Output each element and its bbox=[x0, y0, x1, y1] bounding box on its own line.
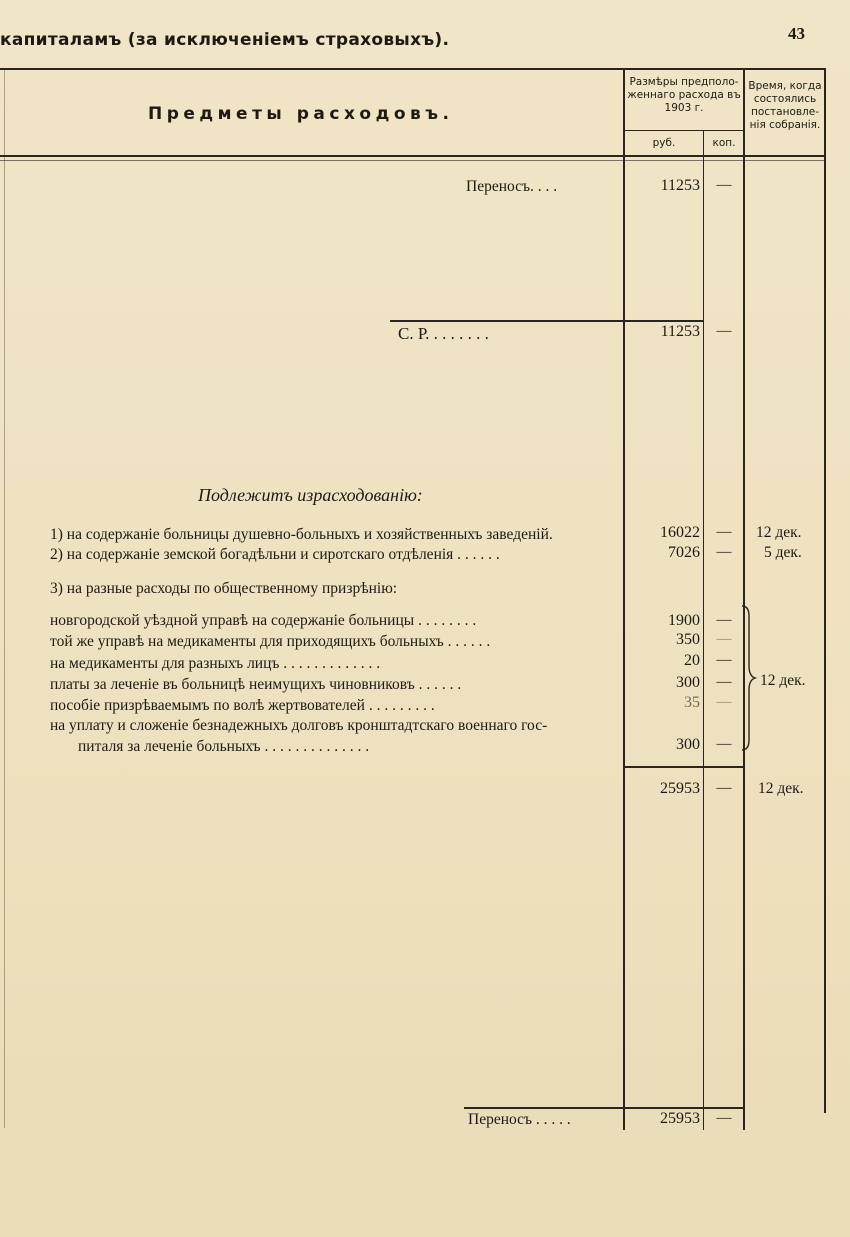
subitem-1-kop: — bbox=[716, 612, 732, 628]
sr-kop: — bbox=[716, 323, 732, 339]
item-2-kop: — bbox=[716, 544, 732, 560]
item-3-title: 3) на разные расходы по общественному призрѣнію: bbox=[50, 580, 398, 597]
sr-label: С. Р. . . . . . . . bbox=[398, 324, 489, 343]
running-head: капиталамъ (за исключеніемъ страховыхъ). bbox=[0, 30, 450, 50]
subitem-5-kop: — bbox=[716, 694, 732, 710]
subitem-3-rub: 20 bbox=[684, 652, 700, 669]
item-2-text: 2) на содержаніе земской богадѣльни и сиротскаго отдѣленія . . . . . . bbox=[50, 546, 500, 563]
sr-rule bbox=[390, 320, 704, 322]
item-2-rub: 7026 bbox=[668, 544, 700, 561]
column-rule-amount bbox=[623, 68, 625, 1130]
amount-subheader-rule bbox=[624, 130, 744, 131]
subitem-1-text: новгородской уѣздной управѣ на содержаніе больницы . . . . . . . . bbox=[50, 612, 477, 629]
left-edge-rule bbox=[4, 68, 5, 1128]
carry-out-label: Переносъ . . . . . bbox=[468, 1111, 571, 1128]
column-rule-right bbox=[824, 68, 826, 1113]
subitem-2-rub: 350 bbox=[676, 631, 700, 648]
column-rule-kop-right bbox=[743, 68, 745, 1130]
page-number: 43 bbox=[788, 24, 805, 43]
subitem-4-rub: 300 bbox=[676, 674, 700, 691]
table-top-rule bbox=[0, 68, 826, 70]
total-kop: — bbox=[716, 780, 732, 796]
carry-in-label: Переносъ. . . . bbox=[466, 178, 558, 195]
total-time: 12 дек. bbox=[758, 780, 804, 797]
column-header-items: Предметы расходовъ. bbox=[148, 104, 454, 124]
carry-out-kop: — bbox=[716, 1110, 732, 1126]
item-1-text: 1) на содержаніе больницы душевно-больныхъ и хозяйственныхъ заведеній. bbox=[50, 526, 553, 543]
column-header-amount: Размѣры предполо- женнаго расхода въ 1903 г. bbox=[627, 76, 741, 114]
carry-in-kop: — bbox=[716, 177, 732, 193]
subitem-2-kop: — bbox=[716, 631, 732, 647]
carry-out-rule bbox=[464, 1107, 744, 1109]
subitem-2-text: той же управѣ на медикаменты для приходящихъ больныхъ . . . . . . bbox=[50, 633, 491, 650]
column-header-kop: коп. bbox=[712, 137, 736, 149]
column-header-time: Время, когда состоялись постановле- нія собранія. bbox=[748, 80, 822, 131]
column-header-rub: руб. bbox=[652, 137, 676, 149]
subitem-3-kop: — bbox=[716, 652, 732, 668]
item-1-rub: 16022 bbox=[660, 524, 700, 541]
subitems-time: 12 дек. bbox=[760, 672, 806, 689]
sr-rub: 11253 bbox=[660, 323, 700, 340]
item-2-time: 5 дек. bbox=[764, 544, 802, 561]
subitem-4-text: платы за леченіе въ больницѣ неимущихъ чиновниковъ . . . . . . bbox=[50, 676, 462, 693]
subitem-7-text: питаля за леченіе больныхъ . . . . . . . . . . . . . . bbox=[78, 738, 370, 755]
brace-mark bbox=[740, 604, 760, 752]
subitem-5-text: пособіе призрѣваемымъ по волѣ жертвователей . . . . . . . . . bbox=[50, 697, 435, 714]
subitem-7-kop: — bbox=[716, 736, 732, 752]
subitem-5-rub: 35 bbox=[684, 694, 700, 711]
section-title: Подлежитъ израсходованію: bbox=[198, 485, 423, 505]
item-1-time: 12 дек. bbox=[756, 524, 802, 541]
subitem-7-rub: 300 bbox=[676, 736, 700, 753]
carry-in-rub: 11253 bbox=[660, 177, 700, 194]
total-rule bbox=[624, 766, 744, 768]
subitem-3-text: на медикаменты для разныхъ лицъ . . . . . . . . . . . . . bbox=[50, 655, 381, 672]
subitem-1-rub: 1900 bbox=[668, 612, 700, 629]
total-rub: 25953 bbox=[660, 780, 700, 797]
subitem-6-text: на уплату и сложеніе безнадежныхъ долговъ кронштадтскаго военнаго гос- bbox=[50, 717, 548, 734]
carry-out-rub: 25953 bbox=[660, 1110, 700, 1127]
item-1-kop: — bbox=[716, 524, 732, 540]
subitem-4-kop: — bbox=[716, 674, 732, 690]
